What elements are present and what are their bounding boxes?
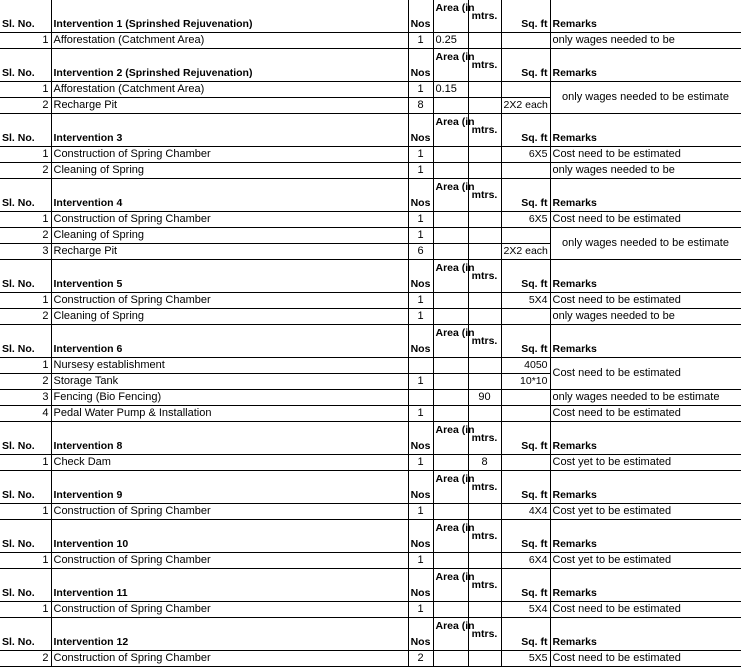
section-header-row bbox=[0, 260, 741, 293]
item-cell[interactable]: Nursesy establishment bbox=[51, 358, 408, 374]
header-nos[interactable]: Nos bbox=[408, 618, 433, 651]
row-number[interactable]: 3 bbox=[0, 390, 51, 406]
item-cell[interactable]: Construction of Spring Chamber bbox=[51, 504, 408, 520]
area-cell[interactable] bbox=[433, 602, 468, 618]
table-row bbox=[0, 228, 741, 244]
row-number[interactable]: 4 bbox=[0, 406, 51, 422]
row-number[interactable]: 2 bbox=[0, 651, 51, 667]
mtrs-cell[interactable] bbox=[468, 309, 501, 325]
section-header-row bbox=[0, 325, 741, 358]
item-cell[interactable]: Cleaning of Spring bbox=[51, 163, 408, 179]
header-mtrs[interactable]: mtrs. bbox=[468, 325, 501, 358]
row-number[interactable]: 1 bbox=[0, 147, 51, 163]
area-cell[interactable]: 0.15 bbox=[433, 82, 468, 98]
table-row bbox=[0, 309, 741, 325]
item-cell[interactable]: Cleaning of Spring bbox=[51, 309, 408, 325]
area-cell[interactable] bbox=[433, 244, 468, 260]
header-area[interactable]: Area (in bbox=[433, 618, 468, 651]
sqft-cell[interactable]: 5X4 bbox=[501, 602, 550, 618]
item-cell[interactable]: Construction of Spring Chamber bbox=[51, 293, 408, 309]
row-number[interactable]: 1 bbox=[0, 358, 51, 374]
sqft-cell[interactable]: 4X4 bbox=[501, 504, 550, 520]
header-remarks[interactable]: Remarks bbox=[550, 179, 741, 212]
section-title[interactable]: Intervention 1 (Sprinshed Rejuvenation) bbox=[51, 0, 408, 33]
section-header-row bbox=[0, 520, 741, 553]
mtrs-cell[interactable] bbox=[468, 82, 501, 98]
nos-cell[interactable]: 1 bbox=[408, 553, 433, 569]
nos-cell[interactable]: 1 bbox=[408, 33, 433, 49]
mtrs-cell[interactable] bbox=[468, 293, 501, 309]
mtrs-cell[interactable]: 8 bbox=[468, 455, 501, 471]
header-sqft[interactable]: Sq. ft bbox=[501, 0, 550, 33]
header-remarks[interactable]: Remarks bbox=[550, 422, 741, 455]
nos-cell[interactable]: 2 bbox=[408, 651, 433, 667]
section-title[interactable]: Intervention 9 bbox=[51, 471, 408, 504]
item-cell[interactable]: Recharge Pit bbox=[51, 244, 408, 260]
header-nos[interactable]: Nos bbox=[408, 471, 433, 504]
area-cell[interactable] bbox=[433, 504, 468, 520]
remarks-cell[interactable]: Cost need to be estimated bbox=[550, 147, 741, 163]
header-area[interactable]: Area (in bbox=[433, 569, 468, 602]
nos-cell[interactable] bbox=[408, 358, 433, 374]
sqft-cell[interactable]: 6X5 bbox=[501, 147, 550, 163]
merged-remark-cell[interactable]: only wages needed to be estimate bbox=[550, 82, 741, 114]
header-area[interactable]: Area (in bbox=[433, 49, 468, 82]
nos-cell[interactable]: 1 bbox=[408, 163, 433, 179]
table-row bbox=[0, 553, 741, 569]
sqft-cell[interactable] bbox=[501, 33, 550, 49]
table-row bbox=[0, 406, 741, 422]
area-cell[interactable] bbox=[433, 455, 468, 471]
mtrs-cell[interactable] bbox=[468, 147, 501, 163]
mtrs-cell[interactable] bbox=[468, 212, 501, 228]
mtrs-cell[interactable] bbox=[468, 33, 501, 49]
section-header-row bbox=[0, 618, 741, 651]
remarks-cell[interactable]: Cost need to be estimated bbox=[550, 212, 741, 228]
item-cell[interactable]: Construction of Spring Chamber bbox=[51, 602, 408, 618]
header-slno[interactable]: Sl. No. bbox=[0, 325, 51, 358]
header-mtrs[interactable]: mtrs. bbox=[468, 114, 501, 147]
sqft-cell[interactable]: 2X2 each bbox=[501, 98, 550, 114]
header-nos[interactable]: Nos bbox=[408, 569, 433, 602]
row-number[interactable]: 3 bbox=[0, 244, 51, 260]
header-nos[interactable]: Nos bbox=[408, 422, 433, 455]
area-cell[interactable] bbox=[433, 390, 468, 406]
header-area[interactable]: Area (in bbox=[433, 471, 468, 504]
section-title[interactable]: Intervention 6 bbox=[51, 325, 408, 358]
sqft-cell[interactable]: 5X5 bbox=[501, 651, 550, 667]
table-row bbox=[0, 390, 741, 406]
header-remarks[interactable]: Remarks bbox=[550, 325, 741, 358]
section-header-row bbox=[0, 569, 741, 602]
table-row bbox=[0, 147, 741, 163]
item-cell[interactable]: Construction of Spring Chamber bbox=[51, 553, 408, 569]
nos-cell[interactable]: 1 bbox=[408, 406, 433, 422]
nos-cell[interactable]: 1 bbox=[408, 602, 433, 618]
row-number[interactable]: 2 bbox=[0, 163, 51, 179]
sqft-cell[interactable] bbox=[501, 309, 550, 325]
header-nos[interactable]: Nos bbox=[408, 0, 433, 33]
nos-cell[interactable]: 1 bbox=[408, 228, 433, 244]
area-cell[interactable]: 0.25 bbox=[433, 33, 468, 49]
item-cell[interactable]: Cleaning of Spring bbox=[51, 228, 408, 244]
section-header-row bbox=[0, 49, 741, 82]
header-remarks[interactable]: Remarks bbox=[550, 471, 741, 504]
item-cell[interactable]: Storage Tank bbox=[51, 374, 408, 390]
mtrs-cell[interactable] bbox=[468, 228, 501, 244]
mtrs-cell[interactable] bbox=[468, 651, 501, 667]
area-cell[interactable] bbox=[433, 212, 468, 228]
header-mtrs[interactable]: mtrs. bbox=[468, 0, 501, 33]
header-slno[interactable]: Sl. No. bbox=[0, 569, 51, 602]
remarks-cell[interactable]: only wages needed to be estimate bbox=[550, 390, 741, 406]
header-remarks[interactable]: Remarks bbox=[550, 0, 741, 33]
item-cell[interactable]: Construction of Spring Chamber bbox=[51, 651, 408, 667]
header-slno[interactable]: Sl. No. bbox=[0, 618, 51, 651]
header-nos[interactable]: Nos bbox=[408, 179, 433, 212]
header-mtrs[interactable]: mtrs. bbox=[468, 49, 501, 82]
section-header-row bbox=[0, 422, 741, 455]
header-sqft[interactable]: Sq. ft bbox=[501, 260, 550, 293]
header-mtrs[interactable]: mtrs. bbox=[468, 260, 501, 293]
row-number[interactable]: 1 bbox=[0, 212, 51, 228]
table-row bbox=[0, 163, 741, 179]
header-remarks[interactable]: Remarks bbox=[550, 618, 741, 651]
remarks-cell[interactable]: Cost yet to be estimated bbox=[550, 553, 741, 569]
remarks-cell[interactable]: Cost need to be estimated bbox=[550, 651, 741, 667]
section-title[interactable]: Intervention 12 bbox=[51, 618, 408, 651]
table-row bbox=[0, 455, 741, 471]
item-cell[interactable]: Check Dam bbox=[51, 455, 408, 471]
sqft-cell[interactable] bbox=[501, 455, 550, 471]
sqft-cell[interactable]: 2X2 each bbox=[501, 244, 550, 260]
mtrs-cell[interactable] bbox=[468, 602, 501, 618]
header-slno[interactable]: Sl. No. bbox=[0, 179, 51, 212]
nos-cell[interactable]: 1 bbox=[408, 374, 433, 390]
item-cell[interactable]: Recharge Pit bbox=[51, 98, 408, 114]
nos-cell[interactable]: 1 bbox=[408, 82, 433, 98]
row-number[interactable]: 2 bbox=[0, 309, 51, 325]
nos-cell[interactable]: 1 bbox=[408, 293, 433, 309]
sqft-cell[interactable]: 6X5 bbox=[501, 212, 550, 228]
header-area[interactable]: Area (in bbox=[433, 260, 468, 293]
header-nos[interactable]: Nos bbox=[408, 325, 433, 358]
section-title[interactable]: Intervention 3 bbox=[51, 114, 408, 147]
table-row bbox=[0, 602, 741, 618]
nos-cell[interactable]: 1 bbox=[408, 309, 433, 325]
table-row bbox=[0, 651, 741, 667]
remarks-cell[interactable]: Cost need to be estimated bbox=[550, 602, 741, 618]
header-area[interactable]: Area (in bbox=[433, 422, 468, 455]
header-sqft[interactable]: Sq. ft bbox=[501, 520, 550, 553]
sqft-cell[interactable] bbox=[501, 82, 550, 98]
header-remarks[interactable]: Remarks bbox=[550, 520, 741, 553]
header-slno[interactable]: Sl. No. bbox=[0, 520, 51, 553]
sqft-cell[interactable] bbox=[501, 406, 550, 422]
header-slno[interactable]: Sl. No. bbox=[0, 0, 51, 33]
remarks-cell[interactable]: Cost yet to be estimated bbox=[550, 455, 741, 471]
area-cell[interactable] bbox=[433, 309, 468, 325]
section-header-row bbox=[0, 179, 741, 212]
table-row bbox=[0, 293, 741, 309]
area-cell[interactable] bbox=[433, 147, 468, 163]
mtrs-cell[interactable] bbox=[468, 504, 501, 520]
mtrs-cell[interactable] bbox=[468, 374, 501, 390]
item-cell[interactable]: Pedal Water Pump & Installation bbox=[51, 406, 408, 422]
header-mtrs[interactable]: mtrs. bbox=[468, 471, 501, 504]
sqft-cell[interactable] bbox=[501, 390, 550, 406]
mtrs-cell[interactable]: 90 bbox=[468, 390, 501, 406]
row-number[interactable]: 1 bbox=[0, 82, 51, 98]
row-number[interactable]: 2 bbox=[0, 374, 51, 390]
sqft-cell[interactable] bbox=[501, 163, 550, 179]
row-number[interactable]: 2 bbox=[0, 228, 51, 244]
mtrs-cell[interactable] bbox=[468, 163, 501, 179]
header-area[interactable]: Area (in bbox=[433, 0, 468, 33]
nos-cell[interactable]: 8 bbox=[408, 98, 433, 114]
section-header-row bbox=[0, 0, 741, 33]
header-slno[interactable]: Sl. No. bbox=[0, 471, 51, 504]
section-title[interactable]: Intervention 5 bbox=[51, 260, 408, 293]
header-nos[interactable]: Nos bbox=[408, 520, 433, 553]
header-slno[interactable]: Sl. No. bbox=[0, 114, 51, 147]
sqft-cell[interactable]: 6X4 bbox=[501, 553, 550, 569]
table-row bbox=[0, 212, 741, 228]
header-remarks[interactable]: Remarks bbox=[550, 260, 741, 293]
header-sqft[interactable]: Sq. ft bbox=[501, 618, 550, 651]
header-slno[interactable]: Sl. No. bbox=[0, 422, 51, 455]
header-slno[interactable]: Sl. No. bbox=[0, 49, 51, 82]
row-number[interactable]: 1 bbox=[0, 553, 51, 569]
mtrs-cell[interactable] bbox=[468, 98, 501, 114]
header-area[interactable]: Area (in bbox=[433, 179, 468, 212]
header-remarks[interactable]: Remarks bbox=[550, 569, 741, 602]
section-title[interactable]: Intervention 4 bbox=[51, 179, 408, 212]
nos-cell[interactable]: 1 bbox=[408, 504, 433, 520]
header-sqft[interactable]: Sq. ft bbox=[501, 569, 550, 602]
section-header-row bbox=[0, 114, 741, 147]
section-title[interactable]: Intervention 8 bbox=[51, 422, 408, 455]
header-sqft[interactable]: Sq. ft bbox=[501, 49, 550, 82]
header-nos[interactable]: Nos bbox=[408, 260, 433, 293]
item-cell[interactable]: Afforestation (Catchment Area) bbox=[51, 82, 408, 98]
remarks-cell[interactable]: Cost need to be estimated bbox=[550, 406, 741, 422]
mtrs-cell[interactable] bbox=[468, 244, 501, 260]
area-cell[interactable] bbox=[433, 228, 468, 244]
nos-cell[interactable]: 1 bbox=[408, 212, 433, 228]
area-cell[interactable] bbox=[433, 293, 468, 309]
header-mtrs[interactable]: mtrs. bbox=[468, 569, 501, 602]
remarks-cell[interactable]: Cost yet to be estimated bbox=[550, 504, 741, 520]
table-row bbox=[0, 82, 741, 98]
nos-cell[interactable]: 6 bbox=[408, 244, 433, 260]
section-header-row bbox=[0, 471, 741, 504]
section-title[interactable]: Intervention 10 bbox=[51, 520, 408, 553]
remarks-cell[interactable]: Cost need to be estimated bbox=[550, 293, 741, 309]
table-row bbox=[0, 504, 741, 520]
header-area[interactable]: Area (in bbox=[433, 114, 468, 147]
remarks-cell[interactable]: only wages needed to be bbox=[550, 33, 741, 49]
row-number[interactable]: 2 bbox=[0, 98, 51, 114]
nos-cell[interactable]: 1 bbox=[408, 455, 433, 471]
section-title[interactable]: Intervention 2 (Sprinshed Rejuvenation) bbox=[51, 49, 408, 82]
mtrs-cell[interactable] bbox=[468, 553, 501, 569]
header-sqft[interactable]: Sq. ft bbox=[501, 422, 550, 455]
header-nos[interactable]: Nos bbox=[408, 49, 433, 82]
table-row bbox=[0, 33, 741, 49]
row-number[interactable]: 1 bbox=[0, 293, 51, 309]
item-cell[interactable]: Construction of Spring Chamber bbox=[51, 147, 408, 163]
sqft-cell[interactable]: 10*10 bbox=[501, 374, 550, 390]
nos-cell[interactable] bbox=[408, 390, 433, 406]
area-cell[interactable] bbox=[433, 553, 468, 569]
header-mtrs[interactable]: mtrs. bbox=[468, 618, 501, 651]
merged-remark-cell[interactable]: Cost need to be estimated bbox=[550, 358, 741, 390]
item-cell[interactable]: Afforestation (Catchment Area) bbox=[51, 33, 408, 49]
area-cell[interactable] bbox=[433, 374, 468, 390]
header-sqft[interactable]: Sq. ft bbox=[501, 179, 550, 212]
header-area[interactable]: Area (in bbox=[433, 325, 468, 358]
sqft-cell[interactable]: 4050 bbox=[501, 358, 550, 374]
header-mtrs[interactable]: mtrs. bbox=[468, 422, 501, 455]
area-cell[interactable] bbox=[433, 406, 468, 422]
area-cell[interactable] bbox=[433, 358, 468, 374]
header-area[interactable]: Area (in bbox=[433, 520, 468, 553]
mtrs-cell[interactable] bbox=[468, 358, 501, 374]
table-row bbox=[0, 358, 741, 374]
merged-remark-cell[interactable]: only wages needed to be estimate bbox=[550, 228, 741, 260]
remarks-cell[interactable]: only wages needed to be bbox=[550, 163, 741, 179]
header-sqft[interactable]: Sq. ft bbox=[501, 471, 550, 504]
row-number[interactable]: 1 bbox=[0, 504, 51, 520]
nos-cell[interactable]: 1 bbox=[408, 147, 433, 163]
remarks-cell[interactable]: only wages needed to be bbox=[550, 309, 741, 325]
row-number[interactable]: 1 bbox=[0, 33, 51, 49]
row-number[interactable]: 1 bbox=[0, 455, 51, 471]
mtrs-cell[interactable] bbox=[468, 406, 501, 422]
area-cell[interactable] bbox=[433, 98, 468, 114]
header-mtrs[interactable]: mtrs. bbox=[468, 520, 501, 553]
item-cell[interactable]: Construction of Spring Chamber bbox=[51, 212, 408, 228]
header-nos[interactable]: Nos bbox=[408, 114, 433, 147]
section-title[interactable]: Intervention 11 bbox=[51, 569, 408, 602]
area-cell[interactable] bbox=[433, 163, 468, 179]
sqft-cell[interactable] bbox=[501, 228, 550, 244]
header-sqft[interactable]: Sq. ft bbox=[501, 325, 550, 358]
item-cell[interactable]: Fencing (Bio Fencing) bbox=[51, 390, 408, 406]
header-remarks[interactable]: Remarks bbox=[550, 114, 741, 147]
header-mtrs[interactable]: mtrs. bbox=[468, 179, 501, 212]
row-number[interactable]: 1 bbox=[0, 602, 51, 618]
header-remarks[interactable]: Remarks bbox=[550, 49, 741, 82]
area-cell[interactable] bbox=[433, 651, 468, 667]
sqft-cell[interactable]: 5X4 bbox=[501, 293, 550, 309]
header-sqft[interactable]: Sq. ft bbox=[501, 114, 550, 147]
header-slno[interactable]: Sl. No. bbox=[0, 260, 51, 293]
